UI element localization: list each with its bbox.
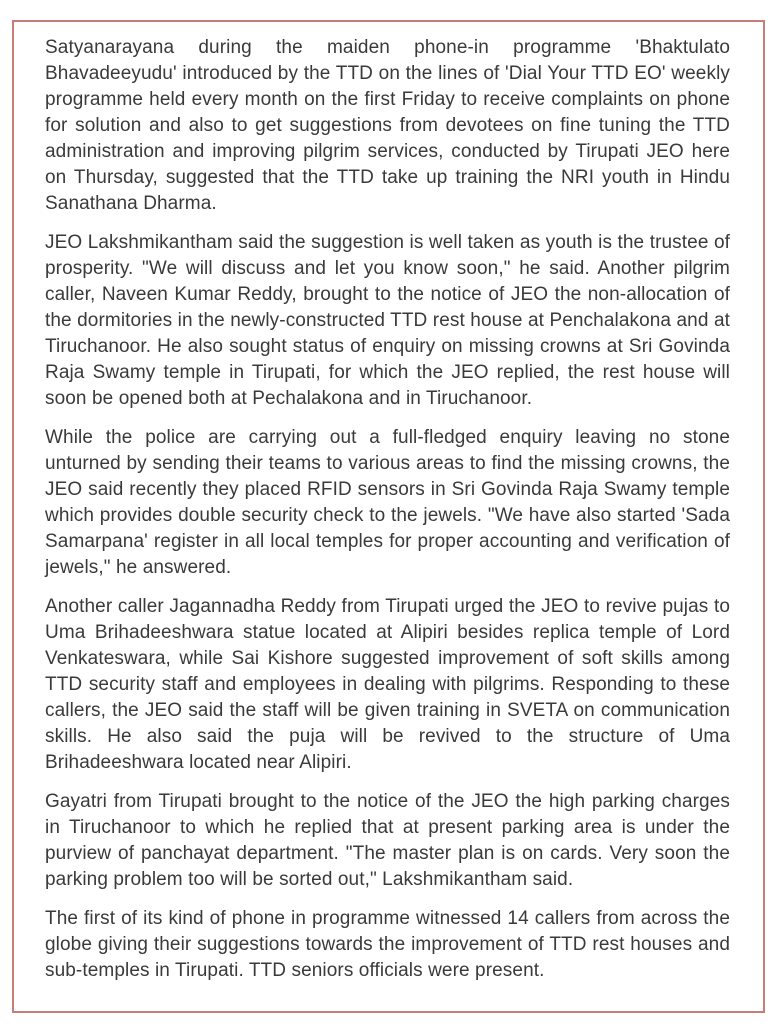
article-paragraph: JEO Lakshmikantham said the suggestion is well taken as youth is the trustee of prosperity. "We will discuss and let you know soon," he said. Another pilgrim caller, Naveen Kumar Reddy, brought to the notice of JEO the non-allocation of the dormitories in the newly-constructed TTD rest house at Penchalakona and at Tiruchanoor. He also sought status of enquiry on missing crowns at Sri Govinda Raja Swamy temple in Tirupati, for which the JEO replied, the rest house will soon be opened both at Pechalakona and in Tiruchanoor. (45, 232, 730, 409)
article-text-block (45, 35, 730, 984)
article-paragraph: The first of its kind of phone in programme witnessed 14 callers from across the globe giving their suggestions towards the improvement of TTD rest houses and sub-temples in Tirupati. TTD seniors officials were present. (45, 908, 730, 981)
article-paragraph: Satyanarayana during the maiden phone-in programme 'Bhaktulato Bhavadeeyudu' introduced by the TTD on the lines of 'Dial Your TTD EO' weekly programme held every month on the first Friday to receive complaints on phone for solution and also to get suggestions from devotees on fine tuning the TTD administration and improving pilgrim services, conducted by Tirupati JEO here on Thursday, suggested that the TTD take up training the NRI youth in Hindu Sanathana Dharma. (45, 37, 730, 214)
article-paragraph: While the police are carrying out a full-fledged enquiry leaving no stone unturned by sending their teams to various areas to find the missing crowns, the JEO said recently they placed RFID sensors in Sri Govinda Raja Swamy temple which provides double security check to the jewels. "We have also started 'Sada Samarpana' register in all local temples for proper accounting and verification of jewels," he answered. (45, 427, 730, 578)
red-border-frame (12, 20, 765, 1013)
article-paragraph: Another caller Jagannadha Reddy from Tirupati urged the JEO to revive pujas to Uma Brihadeeshwara statue located at Alipiri besides replica temple of Lord Venkateswara, while Sai Kishore suggested improvement of soft skills among TTD security staff and employees in dealing with pilgrims. Responding to these callers, the JEO said the staff will be given training in SVETA on communication skills. He also said the puja will be revived to the structure of Uma Brihadeeshwara located near Alipiri. (45, 596, 730, 773)
article-paragraph: Gayatri from Tirupati brought to the notice of the JEO the high parking charges in Tiruchanoor to which he replied that at present parking area is under the purview of panchayat department. "The master plan is on cards. Very soon the parking problem too will be sorted out," Lakshmikantham said. (45, 791, 730, 890)
